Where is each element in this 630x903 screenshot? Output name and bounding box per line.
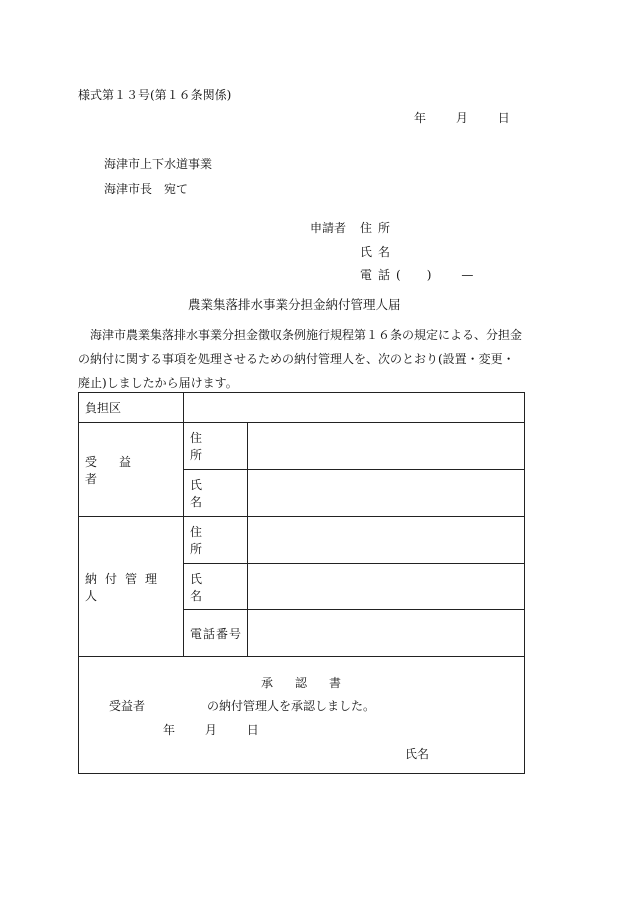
manager-address-label-cell — [184, 517, 248, 564]
approval-cell — [79, 657, 525, 774]
body-line-2: の納付に関する事項を処理させるための納付管理人を、次のとおり(設置・変更・ — [78, 352, 515, 366]
manager-phone-value[interactable] — [248, 610, 525, 657]
date-line — [414, 109, 510, 126]
manager-name-label-cell — [184, 564, 248, 610]
beneficiary-label: 受益者 — [85, 454, 154, 486]
form-number: 様式第１３号(第１６条関係) — [78, 88, 232, 102]
district-value-cell[interactable] — [184, 393, 525, 423]
addressee-line1: 海津市上下水道事業 — [104, 157, 213, 171]
manager-phone-label: 電話番号 — [190, 626, 243, 641]
manager-name-value[interactable] — [248, 564, 525, 610]
applicant-phone-label: 電話 — [360, 268, 397, 282]
body-line-3: 廃止)しましたから届けます。 — [78, 376, 238, 390]
registration-table — [78, 392, 525, 774]
approval-signature-label: 氏名 — [405, 747, 430, 761]
approval-text-suffix: の納付管理人を承認しました。 — [207, 699, 376, 713]
approval-text — [109, 697, 375, 714]
beneficiary-name-label: 氏名 — [190, 478, 223, 509]
approval-day: 日 — [246, 723, 259, 737]
approval-beneficiary-prefix: 受益者 — [109, 699, 146, 713]
district-label: 負担区 — [85, 401, 122, 415]
addressee-line2: 海津市長 宛て — [104, 182, 189, 196]
phone-dash: — — [461, 268, 474, 282]
body-line-1: 海津市農業集落排水事業分担金徴収条例施行規程第１６条の規定による、分担金 — [90, 328, 523, 342]
manager-address-label: 住所 — [190, 525, 223, 556]
date-month: 月 — [455, 111, 468, 125]
manager-name-label: 氏名 — [190, 571, 223, 603]
beneficiary-address-label: 住所 — [190, 431, 223, 462]
manager-phone-label-cell — [184, 610, 248, 657]
approval-date — [163, 721, 259, 738]
date-year: 年 — [414, 111, 427, 125]
phone-paren-close: ) — [426, 268, 432, 282]
document-title: 農業集落排水事業分担金納付管理人届 — [188, 297, 401, 312]
beneficiary-name-label-cell — [184, 470, 248, 517]
applicant-name-label: 氏名 — [360, 245, 397, 259]
approval-title: 承認書 — [261, 676, 364, 690]
applicant-phone — [360, 266, 473, 283]
district-label-cell — [79, 393, 184, 423]
beneficiary-label-cell — [79, 423, 184, 517]
approval-year: 年 — [163, 723, 176, 737]
beneficiary-name-value[interactable] — [248, 470, 525, 517]
date-day: 日 — [497, 111, 510, 125]
approval-month: 月 — [204, 723, 217, 737]
manager-label-cell — [79, 517, 184, 657]
beneficiary-address-label-cell — [184, 423, 248, 470]
beneficiary-address-value[interactable] — [248, 423, 525, 470]
applicant-address-label: 住所 — [360, 221, 397, 235]
phone-paren-open: ( — [396, 268, 401, 282]
manager-address-value[interactable] — [248, 517, 525, 564]
applicant-label: 申請者 — [310, 221, 347, 235]
manager-label: 納付管理人 — [85, 571, 166, 603]
